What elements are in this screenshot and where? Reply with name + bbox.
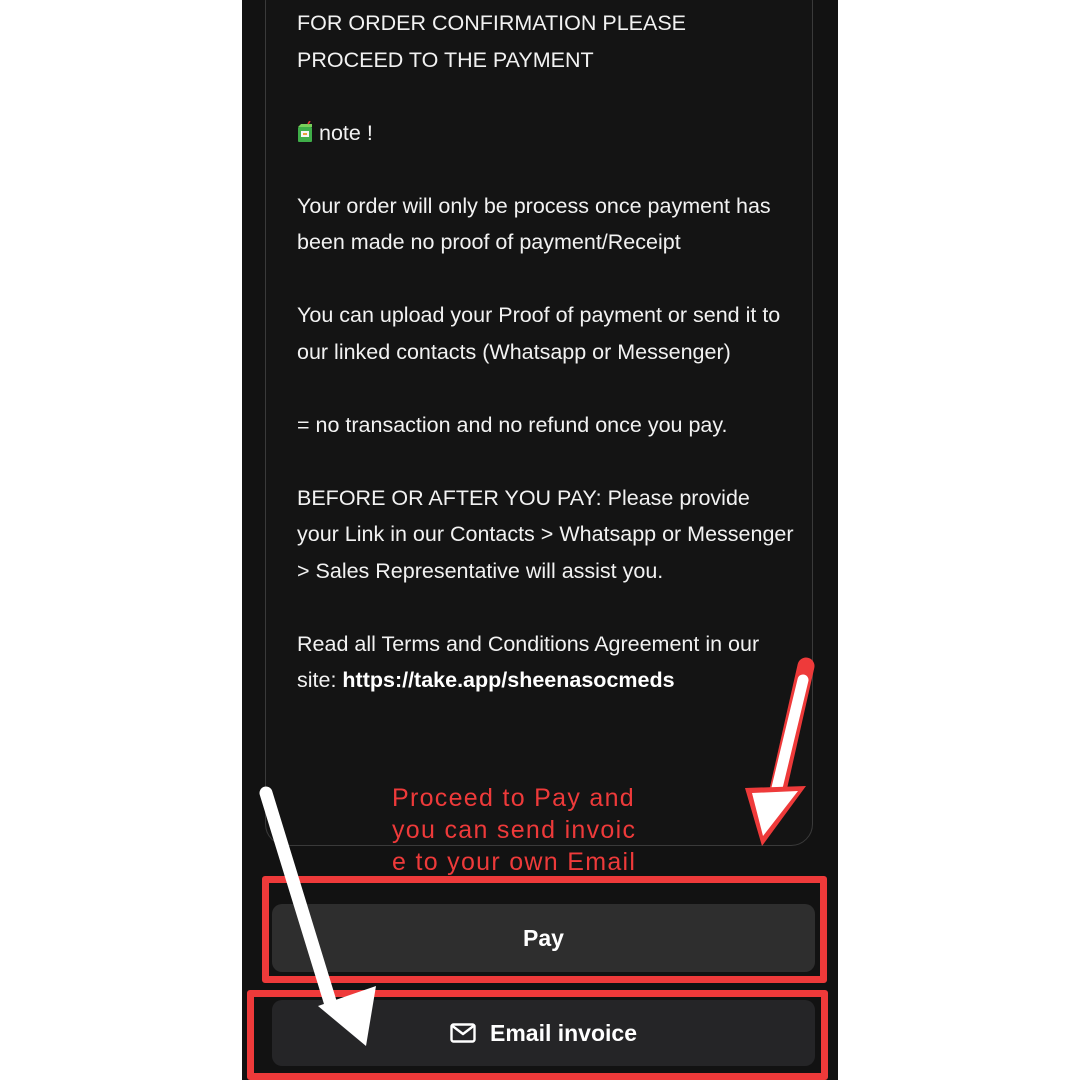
note-line [297, 115, 797, 152]
processing-notice: Your order will only be process once payment has been made no proof of payment/Receipt [297, 193, 771, 254]
annotation-line-1: Proceed to Pay and [392, 784, 635, 812]
pay-button-label: Pay [523, 924, 564, 951]
annotation-line-3: e to your own Email [392, 848, 637, 876]
terms-prefix: Read all Terms and Conditions Agreement in our site: [297, 631, 760, 692]
email-highlight-box [247, 990, 828, 1080]
note-label: note ! [319, 120, 373, 145]
annotation-text [392, 782, 682, 878]
annotation-line-2: you can send invoic [392, 816, 637, 844]
pay-highlight-box [262, 876, 827, 983]
email-invoice-label: Email invoice [489, 1019, 637, 1046]
upload-notice: You can upload your Proof of payment or send it to our linked contacts (Whatsapp or Messenger) [297, 303, 781, 364]
order-message-text [297, 5, 797, 699]
order-confirmation-line: FOR ORDER CONFIRMATION PLEASE PROCEED TO THE PAYMENT [297, 11, 687, 72]
juice-box-icon [297, 121, 313, 143]
contact-notice: BEFORE OR AFTER YOU PAY: Please provide your Link in our Contacts > Whatsapp or Messenger > Sales Representative will assist you. [297, 485, 794, 583]
refund-notice: = no transaction and no refund once you pay. [297, 412, 728, 437]
terms-link[interactable]: https://take.app/sheenasocmeds [342, 668, 675, 692]
terms-line [297, 626, 797, 699]
